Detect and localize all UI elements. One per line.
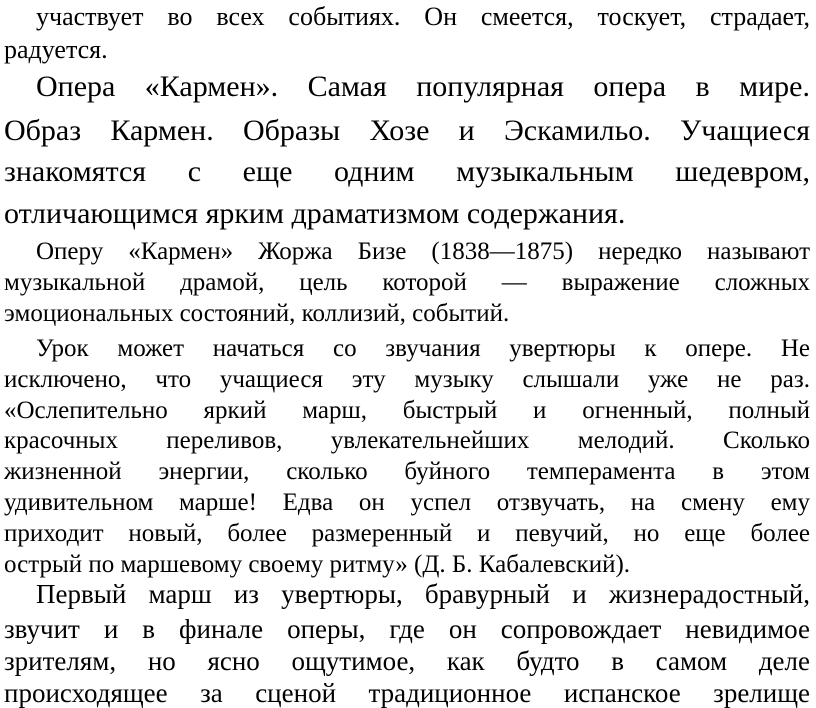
text-line: Первый марш из увертюры, бравурный и жизнерадостный, bbox=[36, 579, 810, 609]
text-line: острый по маршевому своему ритму» (Д. Б. Кабалевский). bbox=[4, 551, 631, 578]
text-line: происходящее за сценой традиционное испанское зрелище bbox=[4, 678, 810, 708]
text-line: Оперу «Кармен» Жоржа Бизе (1838—1875) нередко называют bbox=[36, 238, 810, 265]
text-line: музыкальной драмой, цель которой — выражение сложных bbox=[4, 269, 810, 296]
text-line: знакомятся с еще одним музыкальным шедевром, bbox=[4, 155, 810, 188]
text-line: красочных переливов, увлекательнейших мелодий. Сколько bbox=[4, 427, 810, 454]
text-line: участвует во всех событиях. Он смеется, тоскует, страдает, bbox=[36, 2, 810, 31]
text-line: приходит новый, более размеренный и певучий, но еще более bbox=[4, 520, 810, 547]
text-line: зрителям, но ясно ощутимое, как будто в самом деле bbox=[4, 646, 810, 676]
text-line: жизненной энергии, сколько буйного темперамента в этом bbox=[4, 458, 810, 485]
text-line: звучит и в финале оперы, где он сопровождает невидимое bbox=[4, 614, 810, 644]
text-line: эмоциональных состояний, коллизий, событий. bbox=[4, 300, 510, 327]
text-line: радуется. bbox=[4, 35, 108, 64]
text-line: «Ослепительно яркий марш, быстрый и огненный, полный bbox=[4, 397, 810, 424]
text-line: Образ Кармен. Образы Хозе и Эскамильо. Учащиеся bbox=[4, 114, 810, 147]
text-line: отличающимся ярким драматизмом содержания. bbox=[4, 197, 626, 230]
text-line: Урок может начаться со звучания увертюры к опере. Не bbox=[36, 335, 810, 362]
text-line: удивительном марше! Едва он успел отзвучать, на смену ему bbox=[4, 489, 810, 516]
text-line: Опера «Кармен». Самая популярная опера в мире. bbox=[36, 70, 810, 103]
text-line: исключено, что учащиеся эту музыку слышали уже не раз. bbox=[4, 366, 810, 393]
